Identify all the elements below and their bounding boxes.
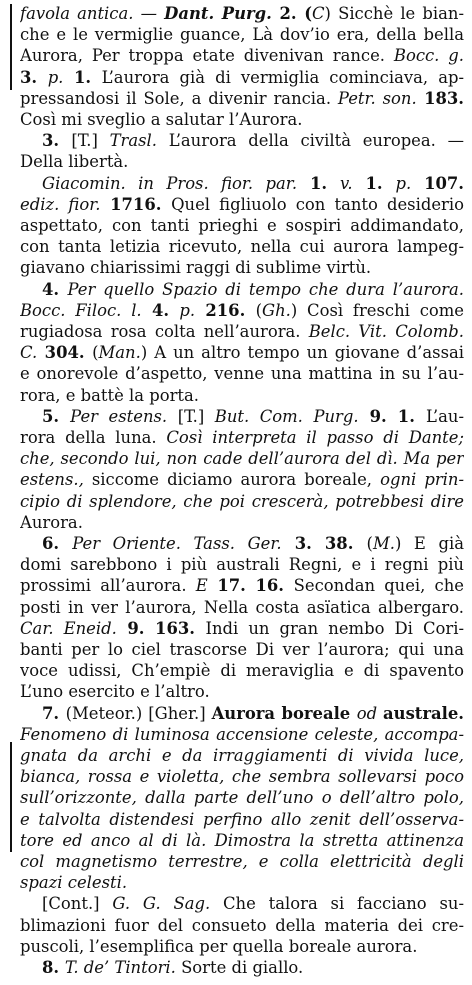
- text-segment: E: [195, 576, 208, 596]
- text-segment: Aurora.: [20, 512, 83, 532]
- margin-rule-bottom: [10, 742, 12, 852]
- text-segment: che e le vermiglie guance, Là dov’io era, della bella: [20, 25, 464, 45]
- text-segment: sull’orizzonte, dalla parte dell’uno o dell’altro polo,: [20, 788, 464, 808]
- text-segment: blimazioni fuor del consueto della materia dei cre-: [20, 915, 464, 935]
- text-segment: C.: [20, 343, 38, 363]
- text-segment: 4.: [42, 279, 68, 299]
- text-segment: Della libertà.: [20, 152, 129, 172]
- text-segment: ) E già: [394, 534, 464, 553]
- text-segment: v.: [340, 173, 353, 193]
- text-segment: Man.: [98, 343, 141, 363]
- text-segment: australe.: [383, 703, 464, 723]
- text-segment: 3. 38.: [281, 534, 367, 553]
- text-segment: 1.: [63, 67, 102, 87]
- text-segment: M.: [372, 534, 395, 553]
- text-segment: (: [366, 534, 373, 553]
- text-segment: [Cont.]: [42, 894, 113, 914]
- text-segment: favola antica. —: [20, 4, 165, 23]
- text-segment: p.: [395, 173, 412, 193]
- text-segment: But. Com. Purg.: [214, 406, 359, 426]
- text-segment: 9. 163.: [116, 618, 206, 638]
- text-segment: Trasl.: [109, 131, 158, 151]
- text-segment: voce udissi, Ch’empiè di meraviglia e di spavento: [20, 661, 464, 681]
- text-segment: 1.: [352, 173, 396, 193]
- text-segment: bianca, rossa e violetta, che sembra sollevarsi poco: [20, 767, 464, 787]
- text-segment: ) A un altro tempo un giovane d’assai: [140, 343, 464, 363]
- text-segment: (Meteor.) [Gher.]: [65, 703, 212, 723]
- text-segment: 183.: [416, 88, 464, 108]
- text-segment: tore ed anco al di là. Dimostra la stretta attinenza: [20, 830, 464, 850]
- text-segment: spazi celesti.: [20, 873, 128, 893]
- text-segment: posti in ver l’aurora, Nella costa asïatica albergaro.: [20, 597, 464, 617]
- text-segment: Petr. son.: [337, 88, 417, 108]
- text-segment: estens.,: [20, 470, 92, 490]
- text-segment: 1.: [297, 173, 340, 193]
- text-segment: 216.: [195, 300, 256, 320]
- text-segment: rora, e battè la porta.: [20, 385, 199, 405]
- text-segment: che, secondo lui, non cade dell’aurora del dì. Ma per: [20, 449, 464, 469]
- text-segment: T. de’ Tintori.: [64, 958, 176, 977]
- text-segment: 9. 1.: [358, 406, 426, 426]
- text-segment: [T.]: [167, 406, 215, 426]
- text-segment: 8.: [42, 958, 65, 977]
- text-segment: Aurora, Per troppa etate divenivan rance.: [20, 46, 394, 66]
- text-segment: 4.: [141, 300, 180, 320]
- text-segment: (: [92, 343, 99, 363]
- text-segment: Sorte di giallo.: [175, 958, 304, 977]
- text-segment: Car. Eneid.: [20, 618, 117, 638]
- text-segment: con tanta letizia ricevuto, nella cui aurora lampeg-: [20, 237, 464, 257]
- text-segment: col magnetismo terrestre, e colla elettricità degli: [20, 852, 464, 871]
- text-segment: rora della luna.: [20, 428, 167, 447]
- text-segment: Per quello Spazio di tempo che dura l’aurora.: [67, 279, 464, 299]
- text-segment: 6.: [42, 534, 73, 553]
- text-segment: Bocc. Filoc. l.: [20, 300, 142, 320]
- text-segment: e onorevole d’aspetto, venne una mattina in su l’au-: [20, 364, 464, 384]
- text-segment: Gh.: [261, 300, 291, 320]
- text-segment: siccome diciamo aurora boreale,: [91, 470, 381, 490]
- text-segment: banti per lo ciel trascorse Di ver l’aurora; qui una: [20, 640, 464, 659]
- margin-rule-top: [10, 4, 12, 90]
- text-segment: pressandosi il Sole, a divenir rancia.: [20, 88, 338, 108]
- text-segment: cipio di splendore, che poi crescerà, potrebbesi dire: [20, 491, 464, 511]
- text-segment: ) Sicchè le bian-: [324, 4, 464, 23]
- text-segment: Giacomin. in Pros. fior. par.: [42, 173, 298, 193]
- text-segment: Dant. Purg.: [164, 4, 272, 23]
- text-segment: Secondan quei, che: [293, 576, 464, 596]
- text-segment: L’aurora della civiltà europea. —: [157, 131, 464, 151]
- text-segment: Bocc. g.: [393, 46, 464, 66]
- text-segment: p.: [47, 67, 64, 87]
- text-segment: 1716.: [100, 194, 172, 214]
- text-segment: 7.: [42, 703, 66, 723]
- text-segment: domi sarebbono i più australi Regni, e i regni più: [20, 555, 464, 575]
- text-segment: 3.: [20, 67, 48, 87]
- text-segment: ediz. fior.: [20, 194, 101, 214]
- text-segment: 107.: [411, 173, 464, 193]
- text-segment: Così mi sveglio a salutar l’Aurora.: [20, 110, 303, 129]
- text-segment: 2. (: [271, 4, 312, 23]
- text-segment: od: [356, 703, 384, 723]
- text-segment: puscoli, l’esemplifica per quella boreale aurora.: [20, 936, 418, 956]
- text-segment: Fenomeno di luminosa accensione celeste, accompa-: [20, 724, 464, 744]
- text-line: [42, 956, 464, 980]
- text-segment: rugiadosa rosa colta nell’aurora.: [20, 322, 309, 341]
- text-segment: p.: [179, 300, 196, 320]
- text-segment: C: [312, 4, 325, 23]
- text-segment: Per estens.: [70, 406, 168, 426]
- text-segment: (: [255, 300, 262, 320]
- text-segment: 3.: [42, 131, 72, 151]
- text-segment: L’au-: [425, 406, 464, 426]
- text-segment: Indi un gran nembo Di Cori-: [205, 618, 464, 638]
- text-segment: 5.: [42, 406, 71, 426]
- text-segment: Belc. Vit. Colomb.: [308, 322, 464, 341]
- text-segment: 304.: [37, 343, 93, 363]
- text-segment: Che talora si facciano su-: [210, 894, 464, 914]
- text-segment: aspettato, con tanti prieghi e sospiri addimandato,: [20, 216, 464, 235]
- text-segment: e talvolta distendesi perfino allo zenit dell’osserva-: [20, 809, 464, 829]
- text-segment: Aurora boreale: [211, 703, 357, 723]
- text-segment: Per Oriente. Tass. Ger.: [72, 534, 282, 553]
- text-segment: Quel figliuolo con tanto desiderio: [171, 194, 464, 214]
- text-segment: 17. 16.: [207, 576, 294, 596]
- text-segment: L’aurora già di vermiglia cominciava, ap-: [101, 67, 464, 87]
- text-segment: prossimi all’aurora.: [20, 576, 196, 596]
- text-segment: giavano chiarissimi raggi di sublime virtù.: [20, 258, 372, 278]
- text-segment: ogni prin-: [380, 470, 464, 490]
- text-segment: ) Così freschi come: [290, 300, 464, 320]
- text-segment: L’uno esercito e l’altro.: [20, 682, 210, 702]
- text-segment: [T.]: [71, 131, 110, 151]
- text-segment: Così interpreta il passo di Dante;: [166, 428, 464, 447]
- text-segment: G. G. Sag.: [112, 894, 211, 914]
- text-segment: gnata da archi e da irraggiamenti di vivida luce,: [20, 746, 464, 765]
